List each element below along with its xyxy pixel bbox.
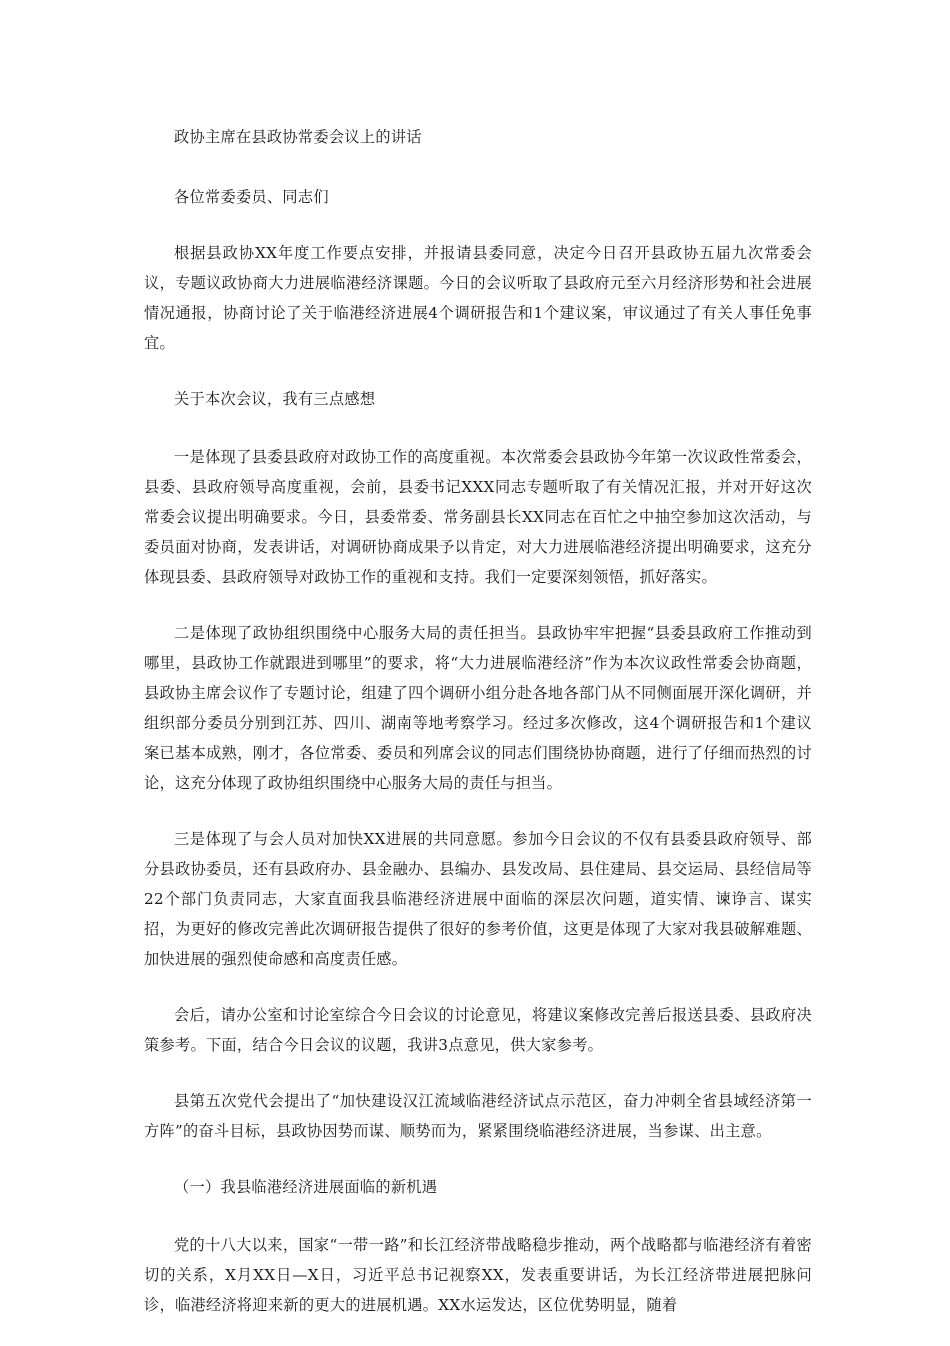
paragraph-opportunities: 党的十八大以来，国家“一带一路”和长江经济带战略稳步推动，两个战略都与临港经济有着密切的关系，X月XX日—X日，习近平总书记视察XX，发表重要讲话，为长江经济带进展把脉问诊，临港经济将迎来新的更大的进展机遇。XX水运发达，区位优势明显，随着 [144,1236,812,1314]
paragraph-three-thoughts: 关于本次会议，我有三点感想 [174,390,376,408]
section-heading-opportunities: （一）我县临港经济进展面临的新机遇 [174,1178,438,1196]
document-title: 政协主席在县政协常委会议上的讲话 [174,128,422,146]
paragraph-after-meeting: 会后，请办公室和讨论室综合今日会议的讨论意见，将建议案修改完善后报送县委、县政府决策参考。下面，结合今日会议的议题，我讲3点意见，供大家参考。 [144,1006,812,1054]
paragraph-intro: 根据县政协XX年度工作要点安排，并报请县委同意，决定今日召开县政协五届九次常委会议，专题议政协商大力进展临港经济课题。今日的会议听取了县政府元至六月经济形势和社会进展情况通报，协商讨论了关于临港经济进展4个调研报告和1个建议案，审议通过了有关人事任免事宜。 [144,244,812,352]
paragraph-party-congress: 县第五次党代会提出了“加快建设汉江流域临港经济试点示范区，奋力冲刺全省县域经济第一方阵”的奋斗目标，县政协因势而谋、顺势而为，紧紧围绕临港经济进展，当参谋、出主意。 [144,1092,812,1140]
document-page [144,122,812,1346]
paragraph-point-three: 三是体现了与会人员对加快XX进展的共同意愿。参加今日会议的不仅有县委县政府领导、部分县政协委员，还有县政府办、县金融办、县编办、县发改局、县住建局、县交运局、县经信局等22个部门负责同志，大家直面我县临港经济进展中面临的深层次问题，道实情、谏诤言、谋实招，为更好的修改完善此次调研报告提供了很好的参考价值，这更是体现了大家对我县破解难题、加快进展的强烈使命感和高度责任感。 [144,830,812,968]
salutation: 各位常委委员、同志们 [174,188,329,206]
paragraph-point-two: 二是体现了政协组织围绕中心服务大局的责任担当。县政协牢牢把握“县委县政府工作推动到哪里，县政协工作就跟进到哪里”的要求，将“大力进展临港经济”作为本次议政性常委会协商题，县政协主席会议作了专题讨论，组建了四个调研小组分赴各地各部门从不同侧面展开深化调研，并组织部分委员分别到江苏、四川、湖南等地考察学习。经过多次修改，这4个调研报告和1个建议案已基本成熟，刚才，各位常委、委员和列席会议的同志们围绕协协商题，进行了仔细而热烈的讨论，这充分体现了政协组织围绕中心服务大局的责任与担当。 [144,624,812,792]
paragraph-point-one: 一是体现了县委县政府对政协工作的高度重视。本次常委会县政协今年第一次议政性常委会，县委、县政府领导高度重视，会前，县委书记XXX同志专题听取了有关情况汇报，并对开好这次常委会议提出明确要求。今日，县委常委、常务副县长XX同志在百忙之中抽空参加这次活动，与委员面对协商，发表讲话，对调研协商成果予以肯定，对大力进展临港经济提出明确要求，这充分体现县委、县政府领导对政协工作的重视和支持。我们一定要深刻领悟，抓好落实。 [144,448,812,586]
